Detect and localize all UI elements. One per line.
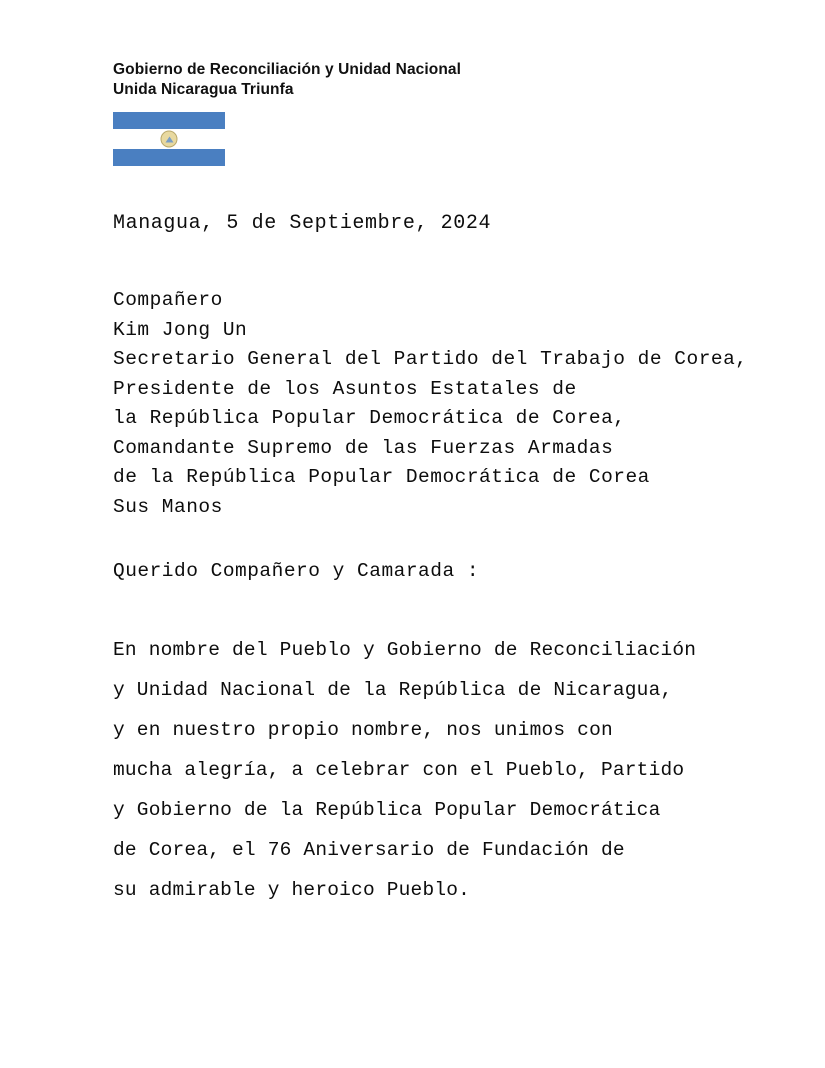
letter-date: Managua, 5 de Septiembre, 2024 xyxy=(113,212,492,235)
addressee-line: Presidente de los Asuntos Estatales de xyxy=(113,377,577,400)
paragraph-line: y Unidad Nacional de la República de Nicaragua, xyxy=(113,679,673,701)
flag-stripe-bottom xyxy=(113,149,225,166)
addressee-line: Compañero xyxy=(113,289,223,311)
addressee-line: Sus Manos xyxy=(113,495,223,518)
addressee-line: la República Popular Democrática de Corea, xyxy=(113,407,626,429)
letter-addressee xyxy=(113,286,753,522)
paragraph-line: y Gobierno de la República Popular Democrática xyxy=(113,799,661,821)
letterhead-line-1: Gobierno de Reconciliación y Unidad Nacional xyxy=(113,61,462,78)
addressee-line: de la República Popular Democrática de Corea xyxy=(113,466,650,488)
letter-body xyxy=(113,210,753,910)
letterhead-line-2: Unida Nicaragua Triunfa xyxy=(113,81,294,98)
letter-paragraph xyxy=(113,630,733,910)
paragraph-line: En nombre del Pueblo y Gobierno de Reconciliación xyxy=(113,639,697,661)
addressee-line: Comandante Supremo de las Fuerzas Armadas xyxy=(113,436,614,459)
flag-stripe-top xyxy=(113,112,225,129)
nicaragua-flag-icon xyxy=(113,112,225,166)
addressee-line: Kim Jong Un xyxy=(113,318,248,341)
flag-emblem xyxy=(161,131,178,148)
letterhead xyxy=(113,60,733,100)
addressee-line: Secretario General del Partido del Trabajo de Corea, xyxy=(113,348,748,370)
paragraph-line: su admirable y heroico Pueblo. xyxy=(113,879,471,901)
paragraph-line: de Corea, el 76 Aniversario de Fundación de xyxy=(113,839,625,861)
letter-salutation: Querido Compañero y Camarada : xyxy=(113,560,480,582)
paragraph-line: y en nuestro propio nombre, nos unimos con xyxy=(113,719,613,741)
paragraph-line: mucha alegría, a celebrar con el Pueblo, Partido xyxy=(113,759,685,781)
